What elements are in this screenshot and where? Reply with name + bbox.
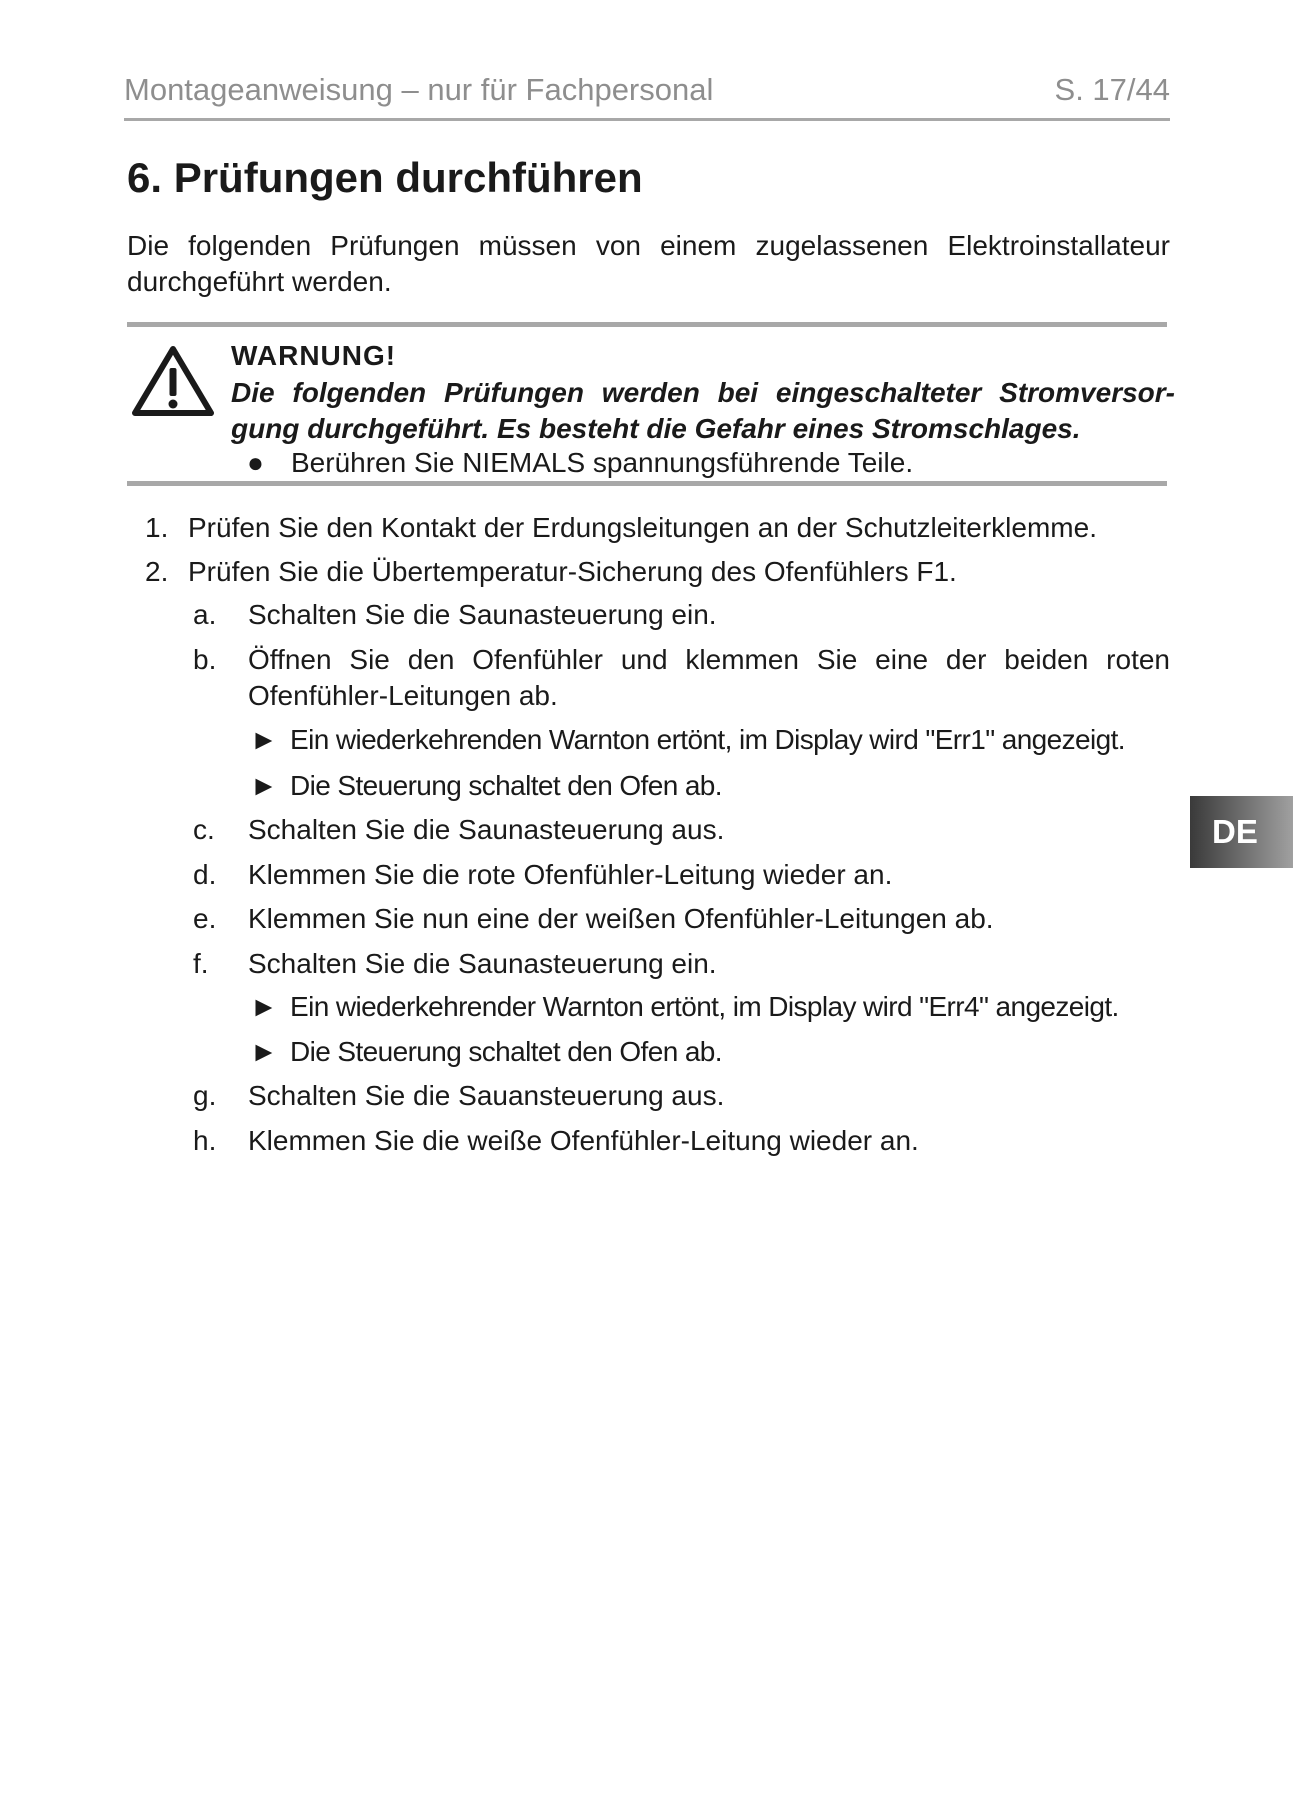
warning-box — [127, 322, 1175, 486]
substep-letter: d. — [193, 859, 217, 890]
result-item — [250, 989, 1119, 1025]
substep-letter: f. — [193, 948, 209, 979]
warning-bullet — [247, 445, 913, 481]
substep-text: Schalten Sie die Saunasteuerung ein. — [248, 599, 717, 630]
substep-text: Klemmen Sie die rote Ofenfühler-Leitung wieder an. — [248, 859, 893, 890]
warning-bullet-text: Berühren Sie NIEMALS spannungsführende Teile. — [291, 447, 914, 478]
page-header — [124, 64, 1170, 121]
result-item — [250, 722, 1125, 758]
substep-text: Klemmen Sie die weiße Ofenfühler-Leitung wieder an. — [248, 1125, 919, 1156]
result-text: Die Steuerung schaltet den Ofen ab. — [290, 1036, 722, 1067]
step-number: 2. — [145, 556, 169, 587]
triangle-right-icon: ► — [250, 991, 278, 1022]
triangle-right-icon: ► — [250, 770, 278, 801]
substep-text: Schalten Sie die Sauansteuerung aus. — [248, 1080, 725, 1111]
substep-letter: g. — [193, 1080, 217, 1111]
bullet-dot-icon: ● — [247, 447, 264, 478]
language-tab: DE — [1190, 796, 1293, 868]
substep-letter: h. — [193, 1125, 217, 1156]
result-text: Die Steuerung schaltet den Ofen ab. — [290, 770, 722, 801]
substep-text: Öffnen Sie den Ofenfühler und klemmen Sie eine der beiden roten Ofenfühler-Leitungen ab. — [248, 644, 1170, 711]
step-text: Prüfen Sie den Kontakt der Erdungsleitungen an der Schutzleiterklemme. — [188, 512, 1097, 543]
triangle-right-icon: ► — [250, 1036, 278, 1067]
substep-text: Schalten Sie die Saunasteuerung ein. — [248, 948, 717, 979]
step-text: Prüfen Sie die Übertemperatur-Sicherung des Ofenfühlers F1. — [188, 556, 957, 587]
substep-letter: a. — [193, 599, 217, 630]
result-text: Ein wiederkehrender Warnton ertönt, im Display wird "Err4" angezeigt. — [290, 991, 1119, 1022]
result-item — [250, 768, 722, 804]
result-item — [250, 1034, 722, 1070]
warning-text: Die folgenden Prüfungen werden bei eingeschalteter Stromversor-gung durchgeführt. Es besteht die Gefahr eines Stromschlages. — [231, 377, 1175, 444]
result-text: Ein wiederkehrenden Warnton ertönt, im Display wird "Err1" angezeigt. — [290, 724, 1125, 755]
intro-paragraph: Die folgenden Prüfungen müssen von einem zugelassenen Elektroinstallateur durchgeführt werden. — [127, 230, 1170, 297]
substep-letter: c. — [193, 814, 215, 845]
substep-text: Schalten Sie die Saunasteuerung aus. — [248, 814, 725, 845]
substep-letter: e. — [193, 903, 217, 934]
warning-heading: WARNUNG! — [231, 340, 397, 371]
warning-triangle-icon — [131, 344, 215, 418]
triangle-right-icon: ► — [250, 724, 278, 755]
step-number: 1. — [145, 512, 169, 543]
section-title: 6. Prüfungen durchführen — [127, 154, 643, 201]
page-number: S. 17/44 — [1054, 72, 1170, 107]
substep-letter: b. — [193, 644, 217, 675]
substep-text: Klemmen Sie nun eine der weißen Ofenfühler-Leitungen ab. — [248, 903, 994, 934]
document-title: Montageanweisung – nur für Fachpersonal — [124, 72, 714, 107]
